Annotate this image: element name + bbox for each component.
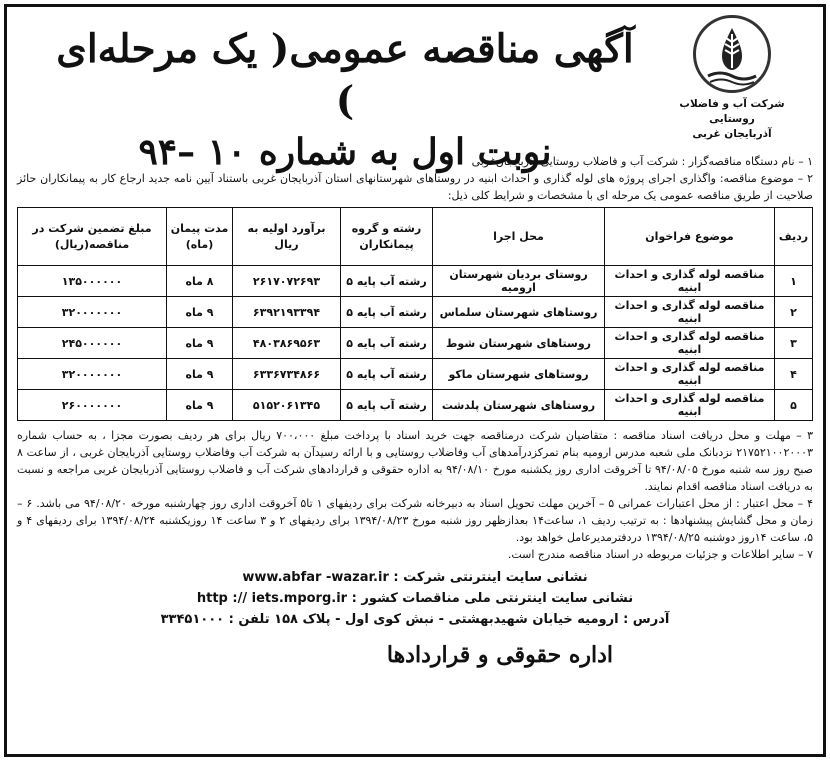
col-header-row-number: ردیف <box>775 208 813 266</box>
col-header-subject: موضوع فراخوان <box>605 208 775 266</box>
cell-estimate: ۵۱۵۲۰۶۱۳۴۵ <box>233 390 341 421</box>
tender-notice <box>4 4 826 757</box>
cell-subject: مناقصه لوله گذاری و احداث ابنیه <box>605 390 775 421</box>
contact-block <box>17 567 813 630</box>
company-logo <box>657 15 807 142</box>
table-row <box>18 359 813 390</box>
col-header-location: محل اجرا <box>433 208 605 266</box>
org-name-line2: آذربایجان غربی <box>692 128 772 140</box>
cell-duration: ۹ ماه <box>167 328 233 359</box>
cell-contractor-grade: رشته آب پایه ۵ <box>341 266 433 297</box>
department-signature: اداره حقوقی و قراردادها <box>386 642 613 668</box>
cell-duration: ۹ ماه <box>167 359 233 390</box>
cell-subject: مناقصه لوله گذاری و احداث ابنیه <box>605 328 775 359</box>
water-drop-wheat-icon <box>693 15 771 93</box>
cell-location: روستاهای شهرستان سلماس <box>433 297 605 328</box>
cell-subject: مناقصه لوله گذاری و احداث ابنیه <box>605 359 775 390</box>
table-header-row <box>18 208 813 266</box>
cell-row-number: ۴ <box>775 359 813 390</box>
notice-subtitle: نوبت اول به شماره ۱۰ –۹۴ <box>138 131 552 173</box>
cell-guarantee: ۲۶۰۰۰۰۰۰۰ <box>18 390 167 421</box>
cell-row-number: ۲ <box>775 297 813 328</box>
cell-guarantee: ۳۲۰۰۰۰۰۰۰ <box>18 297 167 328</box>
cell-contractor-grade: رشته آب پایه ۵ <box>341 328 433 359</box>
cell-row-number: ۳ <box>775 328 813 359</box>
cell-location: روستاهای شهرستان ماکو <box>433 359 605 390</box>
cell-location: روستاهای شهرستان شوط <box>433 328 605 359</box>
org-name-line1: شرکت آب و فاضلاب روستایی <box>679 98 785 125</box>
detail-item-7: ۷ – سایر اطلاعات و جزئیات مربوطه در اسناد مناقصه مندرج است. <box>507 548 813 561</box>
cell-duration: ۹ ماه <box>167 390 233 421</box>
cell-estimate: ۶۳۹۲۱۹۳۳۹۴ <box>233 297 341 328</box>
cell-guarantee: ۲۴۵۰۰۰۰۰۰ <box>18 328 167 359</box>
cell-estimate: ۶۳۳۶۷۳۴۸۶۶ <box>233 359 341 390</box>
table-row <box>18 266 813 297</box>
cell-duration: ۸ ماه <box>167 266 233 297</box>
intro-item-2: ۲ – موضوع مناقصه: واگذاری اجرای پروژه های لوله گذاری و احداث ابنیه در روستاهای شهرستانهای استان آذربایجان غربی باستناد آیین نامه جدید ارجاع کار به پیمانکاران حائز صلاحیت از طریق مناقصه عمومی یک مرحله ای با مشخصات و شرایط کلی ذیل: <box>17 172 813 202</box>
intro-item-1: ۱ – نام دستگاه مناقصه‌گزار : شرکت آب و فاضلاب روستایی آذربایجان‌غربی <box>471 155 813 168</box>
notice-title: آگهی مناقصه عمومی( یک مرحله‌ای ) <box>56 26 634 124</box>
table-row <box>18 328 813 359</box>
table-row <box>18 297 813 328</box>
tender-website: نشانی سایت اینترنتی ملی مناقصات کشور : http :// iets.mporg.ir <box>196 591 634 606</box>
cell-row-number: ۱ <box>775 266 813 297</box>
table-row <box>18 390 813 421</box>
address-phone: آدرس : ارومیه خیابان شهیدبهشتی - نبش کوی اول - پلاک ۱۵۸ تلفن : ۳۳۴۵۱۰۰۰ <box>160 612 670 627</box>
cell-contractor-grade: رشته آب پایه ۵ <box>341 359 433 390</box>
cell-subject: مناقصه لوله گذاری و احداث ابنیه <box>605 266 775 297</box>
cell-duration: ۹ ماه <box>167 297 233 328</box>
company-website: نشانی سایت اینترنتی شرکت : www.abfar -wazar.ir <box>242 570 588 585</box>
cell-estimate: ۲۶۱۷۰۷۲۶۹۳ <box>233 266 341 297</box>
cell-guarantee: ۱۳۵۰۰۰۰۰۰ <box>18 266 167 297</box>
cell-location: روستای بردیان شهرستان ارومیه <box>433 266 605 297</box>
col-header-duration: مدت پیمان (ماه) <box>167 208 233 266</box>
cell-subject: مناقصه لوله گذاری و احداث ابنیه <box>605 297 775 328</box>
col-header-estimate: برآورد اولیه به ریال <box>233 208 341 266</box>
cell-contractor-grade: رشته آب پایه ۵ <box>341 297 433 328</box>
cell-contractor-grade: رشته آب پایه ۵ <box>341 390 433 421</box>
detail-item-3: ۳ – مهلت و محل دریافت اسناد مناقصه : متقاضیان شرکت درمناقصه جهت خرید اسناد با پرداخت مبلغ ۷۰۰،۰۰۰ ریال برای هر ردیف بصورت مجزا ، به حساب شماره ۲۱۷۵۲۱۰۰۲۰۰۰۳ نزدبانک ملی شعبه مدرس ارومیه بنام تمرکزدرآمدهای آب وفاضلاب روستایی و با ارائه رسیدآن به شرکت آب وفاضلاب روستایی آذربایجان غربی ، از ساعت ۸ صبح روز سه شنبه مورخ ۹۴/۰۸/۰۵ تا آخروقت اداری روز یکشنبه مورخ ۹۴/۰۸/۱۰ به اداره حقوقی و قراردادهای شرکت آب و فاضلاب روستایی آذربایجان غربی مراجعه و نسبت به دریافت اسناد مناقصه اقدام نمایند. <box>17 429 813 493</box>
col-header-guarantee: مبلغ تضمین شرکت در مناقصه(ریال) <box>18 208 167 266</box>
detail-item-4: ۴ – محل اعتبار : از محل اعتبارات عمرانی ۵ – آخرین مهلت تحویل اسناد به دبیرخانه شرکت برای ردیفهای ۱ تا۵ آخروقت اداری روز چهارشنبه مورخه ۹۴/۰۸/۲۰ می باشد. ۶ – زمان و محل گشایش پیشنهادها : به ترتیب ردیف ۱، ساعت۱۴ بعدازظهر روز شنبه مورخ ۱۳۹۴/۰۸/۲۳ برای ردیفهای ۲ و ۳ ساعت ۱۴ روزیکشنبه ۱۳۹۴/۰۸/۲۴ برای ردیفهای ۴ و ۵، ساعت ۱۴روز دوشنبه ۱۳۹۴/۰۸/۲۵ دردفترمدیرعامل خواهد بود. <box>17 497 813 544</box>
tender-table <box>17 207 813 421</box>
cell-estimate: ۴۸۰۳۸۶۹۵۶۳ <box>233 328 341 359</box>
cell-guarantee: ۳۲۰۰۰۰۰۰۰ <box>18 359 167 390</box>
cell-location: روستاهای شهرستان پلدشت <box>433 390 605 421</box>
col-header-contractor-grade: رشته و گروه پیمانکاران <box>341 208 433 266</box>
cell-row-number: ۵ <box>775 390 813 421</box>
